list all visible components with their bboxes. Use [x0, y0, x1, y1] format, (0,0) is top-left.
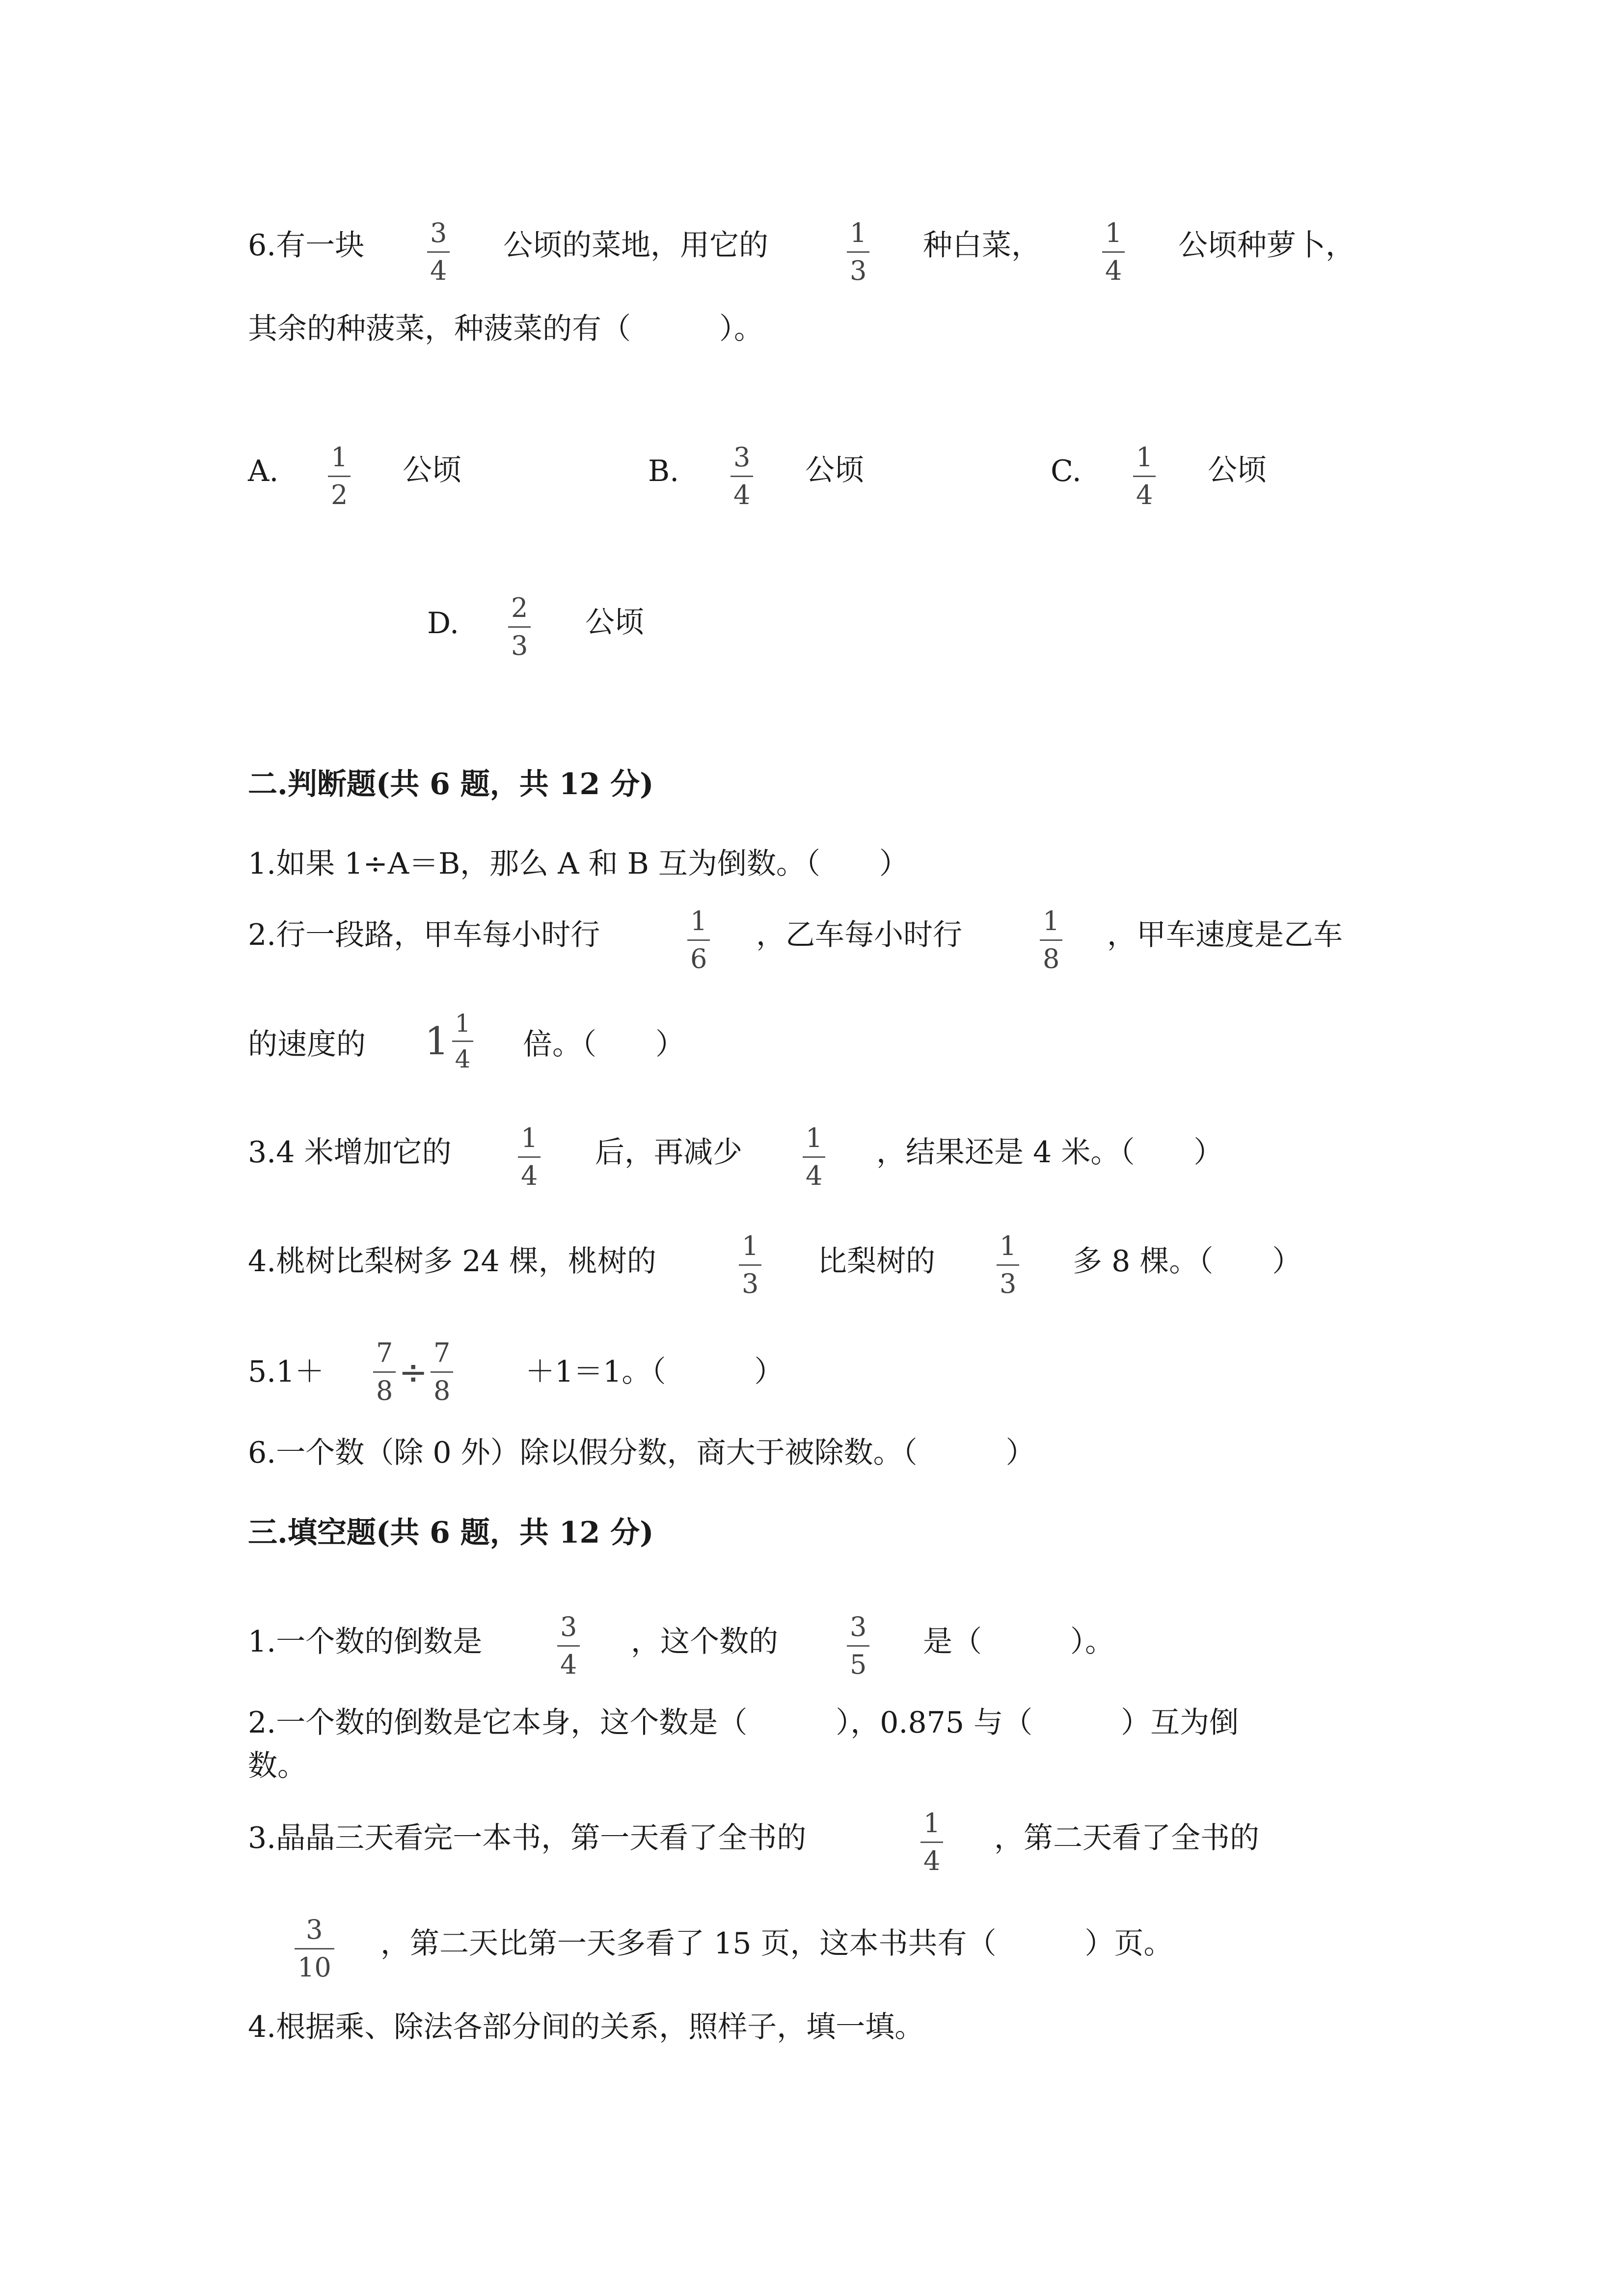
fraction-numerator: 1: [806, 1122, 823, 1153]
fraction-bar: [997, 1264, 1019, 1266]
fraction-numerator: 1: [1136, 442, 1153, 473]
s2-q6: 6.一个数（除 0 外）除以假分数，商大于被除数。（ ）: [248, 1436, 1035, 1470]
fraction-denominator: 8: [376, 1375, 393, 1406]
fraction-bar: [803, 1156, 825, 1158]
fraction: [431, 1337, 453, 1406]
fraction-bar: [452, 1041, 474, 1042]
fraction-denominator: 3: [742, 1268, 759, 1299]
division-sign: ÷: [399, 1352, 428, 1392]
option-d-label: D.: [427, 606, 460, 641]
s3-q1-part2: ，这个数的: [631, 1625, 778, 1659]
s2-q5-part1: 5.1＋: [248, 1355, 325, 1389]
option-c-fraction: [1133, 444, 1156, 508]
fraction-denominator: 10: [298, 1952, 331, 1983]
fraction-bar: [687, 939, 710, 941]
fraction-bar: [373, 1371, 396, 1373]
fraction-numerator: 1: [1000, 1230, 1017, 1261]
fraction-numerator: 3: [850, 1611, 867, 1642]
fraction-denominator: 2: [331, 480, 348, 510]
option-a-fraction: [328, 444, 351, 508]
fraction: [518, 1122, 541, 1191]
fraction-denominator: 4: [733, 480, 751, 510]
fraction: [687, 908, 710, 972]
fraction-denominator: 3: [850, 255, 867, 286]
option-b-label: B.: [648, 454, 679, 488]
s3-q2-line1: 2.一个数的倒数是它本身，这个数是（ ），0.875 与（ ）互为倒: [248, 1706, 1239, 1740]
option-d-fraction: [508, 592, 531, 661]
fraction: [452, 1011, 474, 1071]
fraction-bar: [731, 476, 753, 477]
fraction-bar: [739, 1264, 761, 1266]
fraction-denominator: 4: [455, 1045, 471, 1073]
q6-text-part1: 6.有一块: [248, 228, 365, 263]
fraction-bar: [1040, 939, 1062, 941]
q6-text-part4: 公顷种萝卜，: [1178, 228, 1355, 263]
s2-q2-part4: 的速度的: [248, 1027, 366, 1062]
q6-text-line2: 其余的种菠菜，种菠菜的有（ ）。: [248, 312, 763, 346]
fraction-bar: [431, 1371, 453, 1373]
option-b-fraction: [731, 444, 753, 508]
option-c-label: C.: [1051, 454, 1082, 488]
fraction: [427, 217, 450, 286]
s3-q4: 4.根据乘、除法各部分间的关系，照样子，填一填。: [248, 2010, 924, 2044]
fraction: [847, 217, 869, 286]
fraction-numerator: 1: [331, 442, 348, 473]
fraction-denominator: 4: [521, 1160, 538, 1191]
s3-q3-part3: ，第二天比第一天多看了 15 页，这本书共有（ ）页。: [380, 1926, 1173, 1961]
fraction-denominator: 8: [433, 1375, 451, 1406]
fraction-denominator: 4: [1136, 480, 1153, 510]
fraction-bar: [295, 1948, 334, 1949]
fraction-bar: [1133, 476, 1156, 477]
s3-q1-part3: 是（ ）。: [923, 1625, 1114, 1659]
option-a-label: A.: [248, 454, 279, 488]
fraction-bar: [328, 476, 351, 477]
option-d-unit: 公顷: [585, 605, 644, 640]
fraction-numerator: 3: [306, 1914, 323, 1945]
fraction-denominator: 4: [806, 1160, 823, 1191]
fraction-bar: [1102, 251, 1125, 253]
s3-q3-part2: ，第二天看了全书的: [994, 1821, 1259, 1855]
fraction-numerator: 1: [742, 1230, 759, 1261]
section-3-title: 三.填空题(共 6 题，共 12 分): [248, 1516, 654, 1550]
option-c-unit: 公顷: [1208, 453, 1267, 487]
fraction: [1102, 217, 1125, 286]
s2-q1: 1.如果 1÷A＝B，那么 A 和 B 互为倒数。（ ）: [248, 847, 909, 881]
fraction-denominator: 3: [511, 630, 528, 661]
fraction-denominator: 6: [690, 943, 707, 974]
fraction-denominator: 4: [923, 1845, 941, 1876]
s2-q2-part3: ，甲车速度是乙车: [1107, 918, 1343, 952]
division-expression: [373, 1337, 453, 1406]
fraction-numerator: 1: [850, 217, 867, 248]
s2-q2-part5: 倍。（ ）: [523, 1027, 685, 1062]
q6-text-part3: 种白菜，: [923, 228, 1041, 263]
fraction-numerator: 1: [521, 1122, 538, 1153]
fraction-bar: [518, 1156, 541, 1158]
fraction: [920, 1810, 943, 1874]
s3-q1-part1: 1.一个数的倒数是: [248, 1625, 483, 1659]
q6-text-part2: 公顷的菜地，用它的: [503, 228, 768, 263]
mixed-number-whole: 1: [425, 1019, 449, 1064]
fraction-numerator: 1: [690, 906, 707, 936]
fraction-bar: [557, 1645, 580, 1647]
s3-q3-part1: 3.晶晶三天看完一本书，第一天看了全书的: [248, 1821, 807, 1855]
fraction: [1040, 908, 1062, 972]
option-a-unit: 公顷: [403, 453, 461, 487]
fraction-denominator: 8: [1043, 943, 1060, 974]
fraction-numerator: 1: [923, 1808, 941, 1839]
fraction-numerator: 1: [455, 1009, 471, 1038]
fraction-numerator: 7: [376, 1337, 393, 1368]
mixed-number: [425, 1011, 473, 1071]
s2-q4-part3: 多 8 棵。（ ）: [1073, 1244, 1302, 1279]
fraction-denominator: 5: [850, 1649, 867, 1680]
s2-q3-part1: 3.4 米增加它的: [248, 1135, 452, 1170]
s3-q2-line2: 数。: [248, 1749, 307, 1783]
fraction: [739, 1230, 761, 1299]
s2-q4-part2: 比梨树的: [817, 1244, 935, 1279]
fraction-numerator: 1: [1043, 906, 1060, 936]
fraction-bar: [847, 1645, 869, 1647]
option-b-unit: 公顷: [805, 453, 864, 487]
section-2-title: 二.判断题(共 6 题，共 12 分): [248, 767, 654, 801]
fraction: [373, 1337, 396, 1406]
fraction-bar: [427, 251, 450, 253]
fraction-bar: [847, 251, 869, 253]
s2-q2-part2: ，乙车每小时行: [756, 918, 962, 952]
s2-q3-part2: 后，再减少: [595, 1135, 742, 1170]
fraction-numerator: 2: [511, 592, 528, 623]
fraction-denominator: 4: [560, 1649, 577, 1680]
s2-q3-part3: ，结果还是 4 米。（ ）: [876, 1135, 1223, 1170]
fraction-numerator: 3: [560, 1611, 577, 1642]
s2-q5-part2: ＋1＝1。（ ）: [525, 1355, 784, 1389]
fraction-numerator: 3: [733, 442, 751, 473]
fraction-denominator: 3: [1000, 1268, 1017, 1299]
s2-q2-part1: 2.行一段路，甲车每小时行: [248, 918, 600, 952]
fraction: [295, 1914, 334, 1983]
fraction-denominator: 4: [1105, 255, 1122, 286]
fraction: [997, 1230, 1019, 1299]
fraction: [557, 1611, 580, 1680]
fraction-numerator: 7: [433, 1337, 451, 1368]
fraction: [847, 1611, 869, 1680]
fraction-denominator: 4: [430, 255, 447, 286]
fraction: [803, 1122, 825, 1191]
fraction-bar: [508, 626, 531, 628]
fraction-numerator: 3: [430, 217, 447, 248]
fraction-bar: [920, 1842, 943, 1843]
fraction-numerator: 1: [1105, 217, 1122, 248]
s2-q4-part1: 4.桃树比梨树多 24 棵，桃树的: [248, 1244, 656, 1279]
